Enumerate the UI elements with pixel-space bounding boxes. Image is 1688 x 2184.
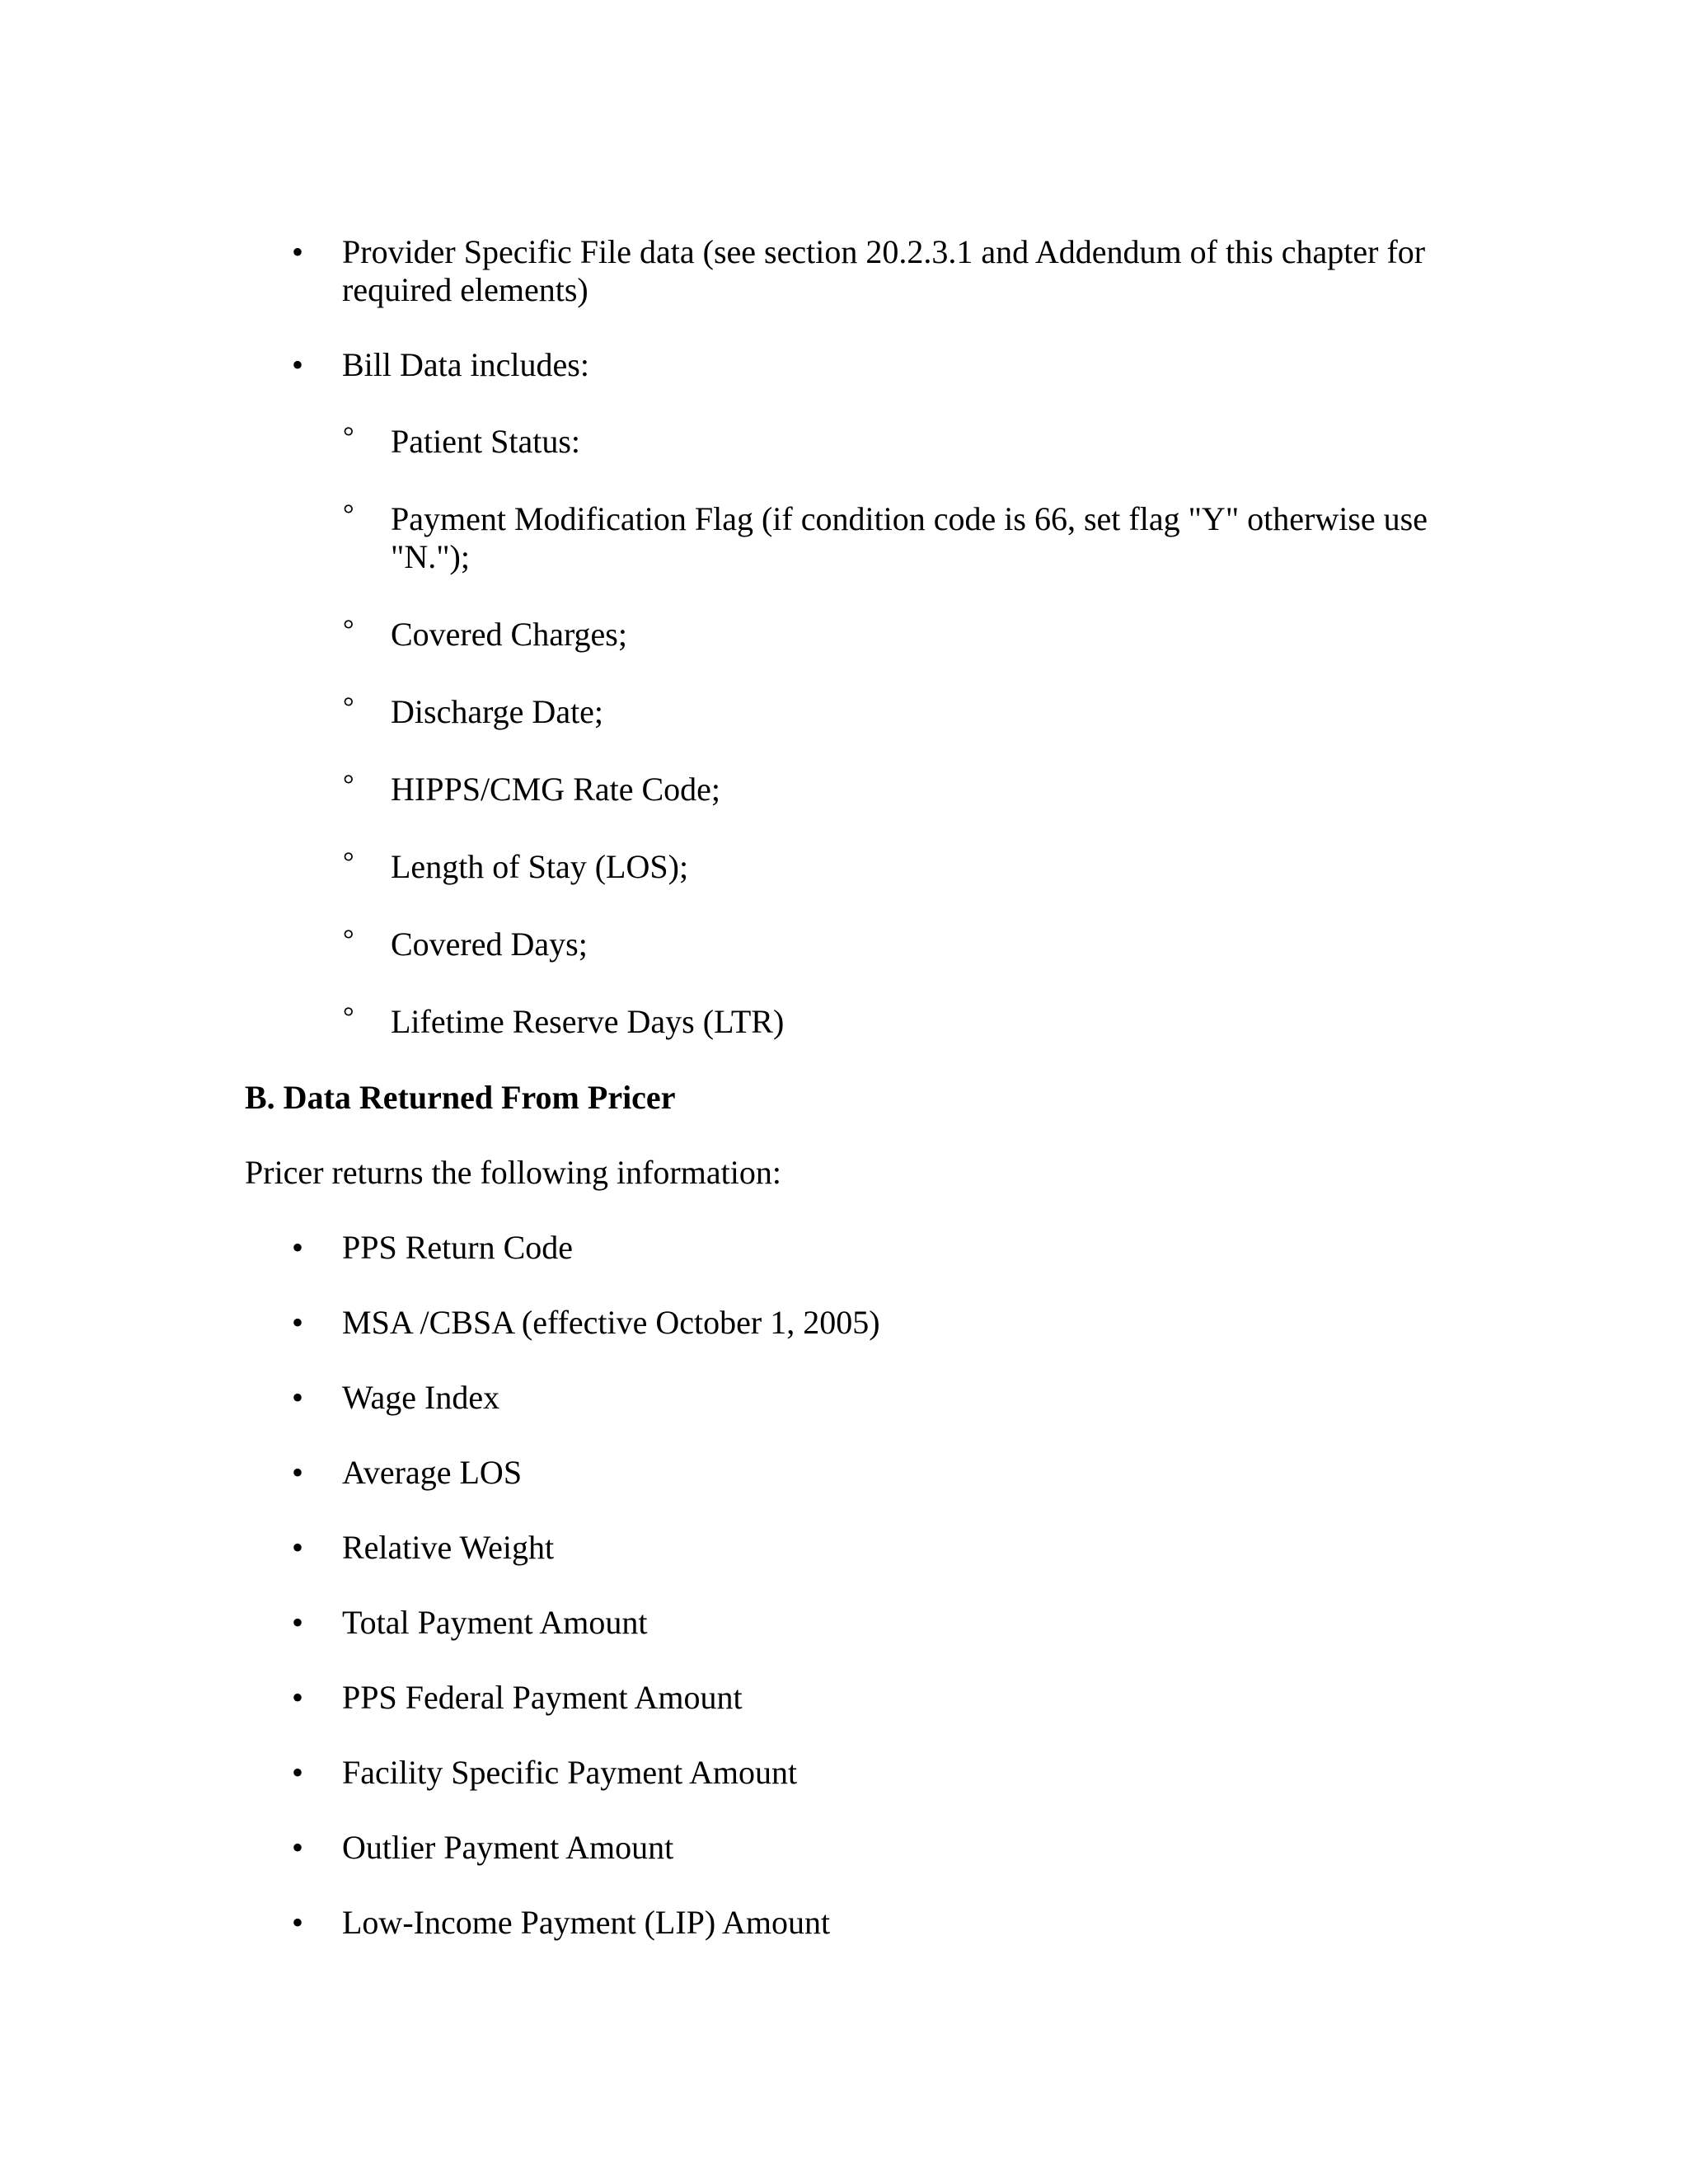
bullet-icon: • [292,1679,304,1716]
sub-item-covered-charges: Covered Charges; [391,616,627,653]
sub-item-patient-status: Patient Status: [391,423,580,460]
sub-item-lifetime-reserve: Lifetime Reserve Days (LTR) [391,1003,785,1040]
section-intro: Pricer returns the following information: [245,1154,781,1191]
bullet-icon: • [292,1829,304,1866]
list-item-msa-cbsa: MSA /CBSA (effective October 1, 2005) [342,1304,880,1341]
list-item-total-payment: Total Payment Amount [342,1604,648,1641]
sub-item-payment-flag-line2: "N."); [391,538,470,575]
bullet-icon: • [292,1604,304,1641]
sub-bullet-icon: ° [343,1002,354,1033]
sub-item-discharge-date: Discharge Date; [391,693,604,730]
list-item-federal-payment: PPS Federal Payment Amount [342,1679,743,1716]
list-item-return-code: PPS Return Code [342,1229,574,1266]
list-item-bill-data: Bill Data includes: [342,346,589,383]
sub-bullet-icon: ° [343,925,354,955]
sub-bullet-icon: ° [343,422,354,452]
list-item-average-los: Average LOS [342,1454,523,1491]
sub-bullet-icon: ° [343,499,354,530]
sub-bullet-icon: ° [343,847,354,878]
sub-bullet-icon: ° [343,692,354,723]
bullet-icon: • [292,1304,304,1341]
bullet-icon: • [292,1229,304,1266]
bullet-icon: • [292,1754,304,1791]
list-item-relative-weight: Relative Weight [342,1529,555,1566]
bullet-icon: • [292,346,304,383]
bullet-icon: • [292,233,304,270]
sub-item-length-of-stay: Length of Stay (LOS); [391,848,689,885]
sub-bullet-icon: ° [343,615,354,645]
section-heading: B. Data Returned From Pricer [245,1079,676,1116]
list-item-facility-payment: Facility Specific Payment Amount [342,1754,798,1791]
list-item-wage-index: Wage Index [342,1379,500,1416]
bullet-icon: • [292,1379,304,1416]
bullet-icon: • [292,1904,304,1941]
bullet-icon: • [292,1529,304,1566]
list-item-outlier-payment: Outlier Payment Amount [342,1829,674,1866]
list-item-lip-amount: Low-Income Payment (LIP) Amount [342,1904,831,1941]
bullet-icon: • [292,1454,304,1491]
sub-item-hipps-code: HIPPS/CMG Rate Code; [391,771,721,808]
sub-item-payment-flag-line1: Payment Modification Flag (if condition code is 66, set flag "Y" otherwise use [391,500,1428,537]
sub-item-covered-days: Covered Days; [391,926,588,963]
list-item-provider-file-line2: required elements) [342,271,588,308]
list-item-provider-file-line1: Provider Specific File data (see section 20.2.3.1 and Addendum of this chapter for [342,233,1426,270]
sub-bullet-icon: ° [343,770,354,800]
